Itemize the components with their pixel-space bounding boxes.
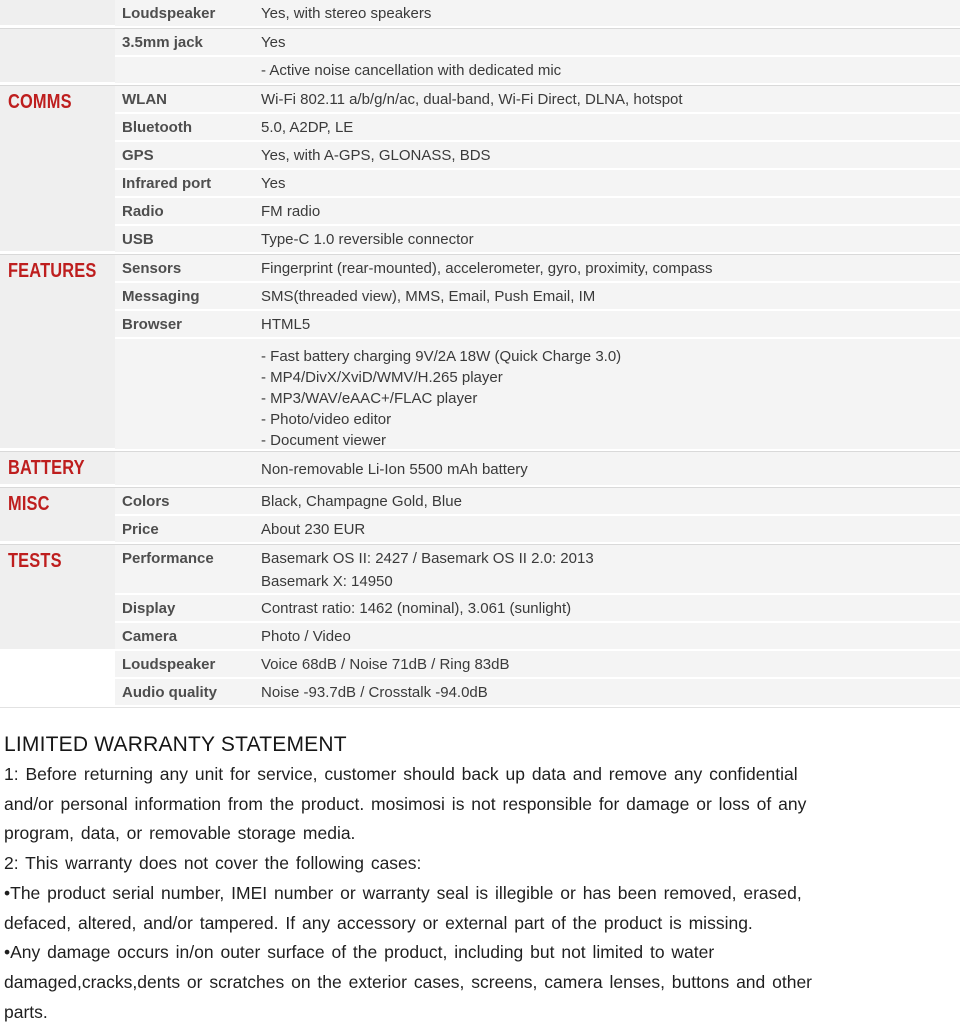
spec-value: Wi-Fi 802.11 a/b/g/n/ac, dual-band, Wi-Fi Direct, DLNA, hotspot: [261, 91, 683, 108]
spec-value: Yes: [261, 175, 286, 192]
warranty-title: LIMITED WARRANTY STATEMENT: [4, 733, 347, 756]
spec-row: [115, 170, 960, 198]
spec-section-comms: [0, 85, 960, 254]
spec-row: [115, 651, 960, 679]
spec-value: FM radio: [261, 203, 321, 220]
warranty-line: defaced, altered, and/or tampered. If any accessory or external part of the product is missing.: [4, 912, 753, 933]
spec-value-line: - MP4/DivX/XviD/WMV/H.265 player: [261, 369, 503, 386]
section-label: FEATURES: [8, 260, 97, 282]
section-label-cell: [0, 255, 115, 451]
spec-value: Photo / Video: [261, 628, 351, 645]
spec-value: 5.0, A2DP, LE: [261, 119, 354, 136]
spec-section: [0, 28, 960, 85]
spec-value: Non-removable Li-Ion 5500 mAh battery: [261, 461, 528, 478]
warranty-line: 1: Before returning any unit for service, customer should back up data and remove any confidential: [4, 764, 798, 784]
spec-row: [115, 226, 960, 254]
spec-value: Yes, with A-GPS, GLONASS, BDS: [261, 147, 491, 164]
spec-row: [115, 311, 960, 339]
warranty-line: 2: This warranty does not cover the following cases:: [4, 853, 422, 874]
spec-row: [115, 57, 960, 85]
warranty-line: damaged,cracks,dents or scratches on the exterior cases, screens, camera lenses, buttons and other: [4, 971, 813, 992]
spec-value: Yes: [261, 34, 286, 51]
warranty-line: •Any damage occurs in/on outer surface of the product, including but not limited to water: [4, 942, 715, 963]
spec-row: [115, 283, 960, 311]
spec-value-line: - Document viewer: [261, 432, 387, 449]
section-label-cell: [0, 0, 115, 28]
spec-name: Infrared port: [122, 175, 212, 192]
spec-value: SMS(threaded view), MMS, Email, Push Email, IM: [261, 288, 596, 305]
spec-row: [115, 623, 960, 651]
spec-value-line: - MP3/WAV/eAAC+/FLAC player: [261, 390, 478, 407]
spec-row: [115, 679, 960, 707]
spec-name: [115, 459, 261, 485]
spec-name: GPS: [122, 147, 154, 164]
spec-name: Performance: [122, 550, 214, 567]
spec-name: WLAN: [122, 91, 167, 108]
spec-name: Radio: [122, 203, 164, 220]
spec-value: [261, 346, 960, 449]
spec-value-line: - Photo/video editor: [261, 411, 392, 428]
spec-value: About 230 EUR: [261, 521, 366, 538]
spec-name: USB: [122, 231, 154, 248]
spec-value: Type-C 1.0 reversible connector: [261, 231, 474, 248]
warranty-statement: [0, 708, 960, 1027]
spec-value: - Active noise cancellation with dedicated mic: [261, 62, 562, 79]
spec-value: Contrast ratio: 1462 (nominal), 3.061 (sunlight): [261, 600, 572, 617]
spec-row: [115, 595, 960, 623]
spec-value: HTML5: [261, 316, 311, 333]
spec-row: [115, 142, 960, 170]
spec-section-battery: [0, 451, 960, 487]
section-label: MISC: [8, 493, 50, 515]
spec-row: [115, 86, 960, 114]
spec-value-line: Basemark OS II: 2427 / Basemark OS II 2.0: 2013: [261, 550, 594, 567]
spec-section-misc: [0, 487, 960, 544]
spec-section: [0, 0, 960, 28]
warranty-line: and/or personal information from the product. mosimosi is not responsible for damage or loss of any: [4, 793, 807, 814]
section-label: COMMS: [8, 91, 72, 113]
spec-row: [115, 29, 960, 57]
spec-row: [115, 516, 960, 544]
spec-value-line: Basemark X: 14950: [261, 573, 393, 590]
spec-row: [115, 198, 960, 226]
spec-name: Loudspeaker: [122, 5, 216, 22]
spec-row: [115, 339, 960, 451]
spec-name: Audio quality: [122, 684, 217, 701]
spec-name: Sensors: [122, 260, 182, 277]
spec-name: Price: [122, 521, 159, 538]
spec-value: Yes, with stereo speakers: [261, 5, 432, 22]
spec-row: [115, 488, 960, 516]
spec-value: Fingerprint (rear-mounted), accelerometer, gyro, proximity, compass: [261, 260, 713, 277]
spec-name: Bluetooth: [122, 119, 192, 136]
spec-value: [261, 547, 960, 593]
section-label: BATTERY: [8, 457, 85, 479]
spec-name: [115, 346, 261, 449]
spec-value-line: - Fast battery charging 9V/2A 18W (Quick Charge 3.0): [261, 348, 622, 365]
spec-row: [115, 0, 960, 28]
spec-section-tests: [0, 544, 960, 707]
spec-row: [115, 545, 960, 595]
spec-row: [115, 114, 960, 142]
warranty-line: •The product serial number, IMEI number or warranty seal is illegible or has been removed, erased,: [4, 882, 802, 903]
section-label-cell: [0, 545, 115, 707]
spec-name: Messaging: [122, 288, 200, 305]
spec-row: [115, 255, 960, 283]
spec-value: Black, Champagne Gold, Blue: [261, 493, 462, 510]
warranty-line: parts.: [4, 1001, 48, 1022]
spec-name: [115, 60, 261, 83]
spec-name: Display: [122, 600, 176, 617]
section-label-cell: [0, 29, 115, 85]
spec-section-features: [0, 254, 960, 451]
spec-name: 3.5mm jack: [122, 34, 203, 51]
spec-value: Voice 68dB / Noise 71dB / Ring 83dB: [261, 656, 510, 673]
section-label: TESTS: [8, 550, 62, 572]
section-label-cell: [0, 452, 115, 487]
spec-name: Loudspeaker: [122, 656, 216, 673]
section-label-cell: [0, 86, 115, 254]
spec-name: Browser: [122, 316, 183, 333]
spec-name: Camera: [122, 628, 178, 645]
spec-row: [115, 452, 960, 487]
section-label-cell: [0, 488, 115, 544]
spec-name: Colors: [122, 493, 170, 510]
spec-value: Noise -93.7dB / Crosstalk -94.0dB: [261, 684, 488, 701]
warranty-line: program, data, or removable storage media.: [4, 823, 356, 844]
